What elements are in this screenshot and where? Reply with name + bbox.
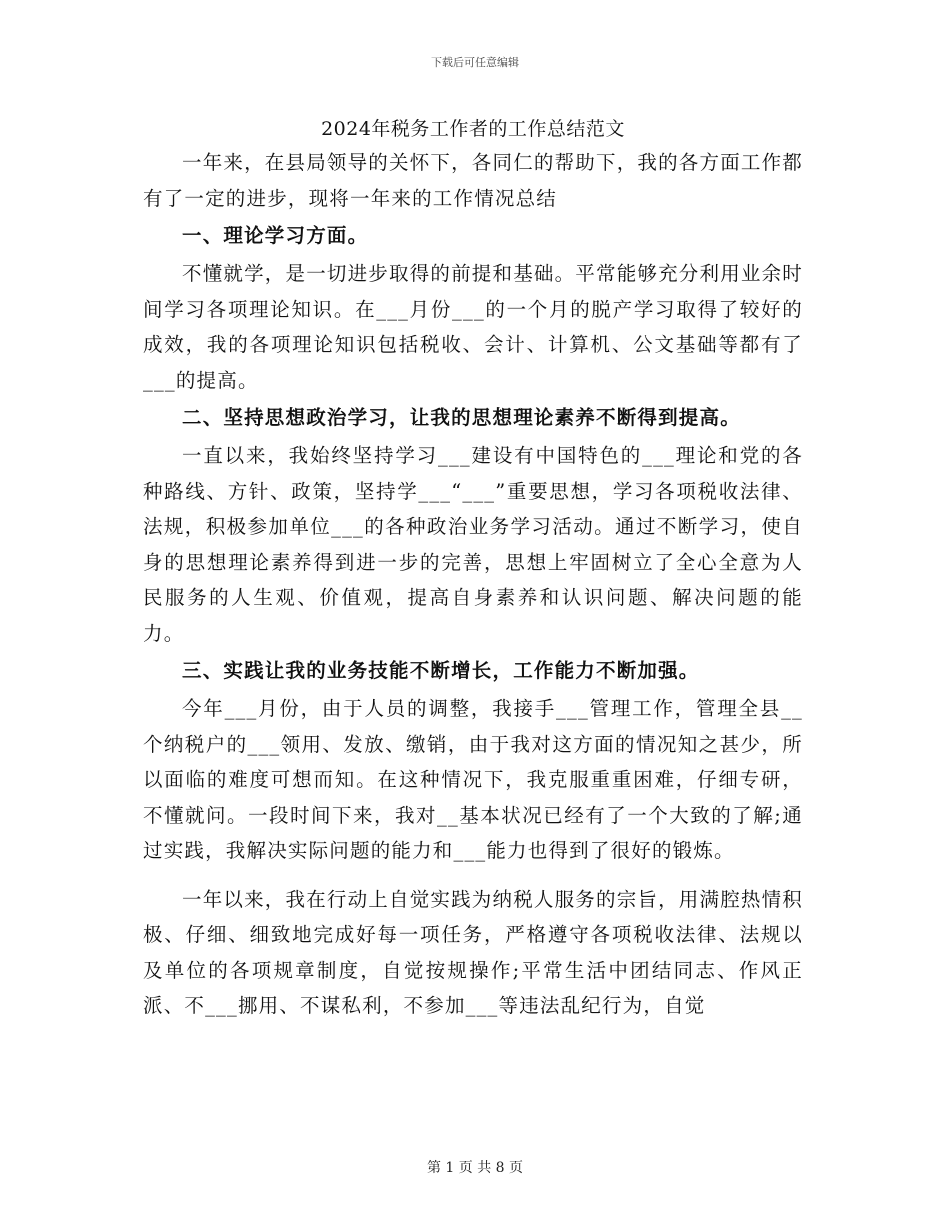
section-1-heading: 一、理论学习方面。 <box>182 224 369 247</box>
section-2-paragraph: 一直以来，我始终坚持学习___建设有中国特色的___理论和党的各种路线、方针、政策，坚持学___“___”重要思想，学习各项税收法律、法规，积极参加单位___的各种政治业务学习活动。通过不断学习，使自身的思想理论素养得到进一步的完善，思想上牢固树立了全心全意为人民服务的人生观、价值观，提高自身素养和认识问题、解决问题的能力。 <box>143 444 803 645</box>
section-2-heading: 二、坚持思想政治学习，让我的思想理论素养不断得到提高。 <box>182 406 741 429</box>
intro-paragraph: 一年来，在县局领导的关怀下，各同仁的帮助下，我的各方面工作都有了一定的进步，现将一年来的工作情况总结 <box>143 151 804 210</box>
section-3-heading: 三、实践让我的业务技能不断增长，工作能力不断加强。 <box>182 659 700 682</box>
section-3-paragraph-2: 一年以来，我在行动上自觉实践为纳税人服务的宗旨，用满腔热情积极、仔细、细致地完成好每一项任务，严格遵守各项税收法律、法规以及单位的各项规章制度，自觉按规操作;平常生活中团结同志、作风正派、不___挪用、不谋私利，不参加___等违法乱纪行为，自觉 <box>143 887 804 1017</box>
section-1-paragraph: 不懂就学，是一切进步取得的前提和基础。平常能够充分利用业余时间学习各项理论知识。在___月份___的一个月的脱产学习取得了较好的成效，我的各项理论知识包括税收、会计、计算机、公文基础等都有了___的提高。 <box>143 262 804 392</box>
section-3-paragraph-1: 今年___月份，由于人员的调整，我接手___管理工作，管理全县__个纳税户的___领用、发放、缴销，由于我对这方面的情况知之甚少，所以面临的难度可想而知。在这种情况下，我克服重重困难，仔细专研，不懂就问。一段时间下来，我对__基本状况已经有了一个大致的了解;通过实践，我解决实际问题的能力和___能力也得到了很好的锻炼。 <box>143 697 803 862</box>
page-footer: 第 1 页 共 8 页 <box>426 1160 524 1176</box>
header-note: 下载后可任意编辑 <box>431 56 519 69</box>
document-title: 2024年税务工作者的工作总结范文 <box>321 118 625 140</box>
document-body <box>143 113 803 1024</box>
